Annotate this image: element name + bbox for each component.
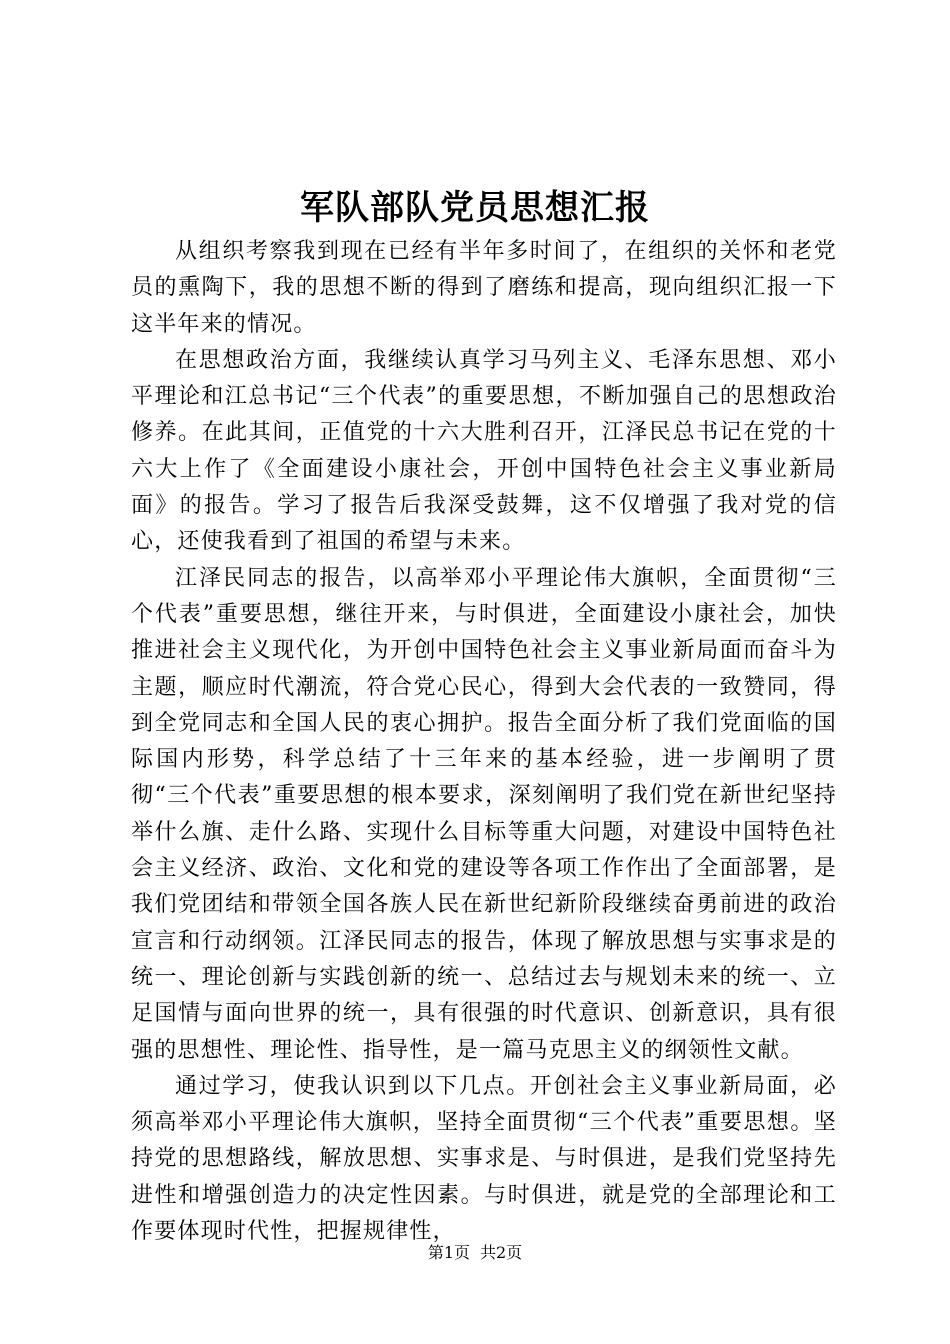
page-number-total: 共2页 — [480, 1243, 523, 1262]
paragraph-4: 通过学习，使我认识到以下几点。开创社会主义事业新局面，必须高举邓小平理论伟大旗帜，坚持全面贯彻“三个代表”重要思想。坚持党的思想路线，解放思想、实事求是、与时俱进，是我们党坚持先进性和增强创造力的决定性因素。与时俱进，就是党的全部理论和工作要体现时代性，把握规律性， — [131, 1073, 837, 1245]
page-footer — [0, 1242, 950, 1264]
paragraph-1: 从组织考察我到现在已经有半年多时间了，在组织的关怀和老党员的熏陶下，我的思想不断的得到了磨练和提高，现向组织汇报一下这半年来的情况。 — [131, 239, 837, 337]
paragraph-2: 在思想政治方面，我继续认真学习马列主义、毛泽东思想、邓小平理论和江总书记“三个代表”的重要思想，不断加强自己的思想政治修养。在此其间，正值党的十六大胜利召开，江泽民总书记在党的十六大上作了《全面建设小康社会，开创中国特色社会主义事业新局面》的报告。学习了报告后我深受鼓舞，这不仅增强了我对党的信心，还使我看到了祖国的希望与未来。 — [131, 347, 837, 555]
paragraph-3: 江泽民同志的报告，以高举邓小平理论伟大旗帜，全面贯彻“三个代表”重要思想，继往开来，与时俱进，全面建设小康社会，加快推进社会主义现代化，为开创中国特色社会主义事业新局面而奋斗为主题，顺应时代潮流，符合党心民心，得到大会代表的一致赞同，得到全党同志和全国人民的衷心拥护。报告全面分析了我们党面临的国际国内形势，科学总结了十三年来的基本经验，进一步阐明了贯彻“三个代表”重要思想的根本要求，深刻阐明了我们党在新世纪坚持举什么旗、走什么路、实现什么目标等重大问题，对建设中国特色社会主义经济、政治、文化和党的建设等各项工作作出了全面部署，是我们党团结和带领全国各族人民在新世纪新阶段继续奋勇前进的政治宣言和行动纲领。江泽民同志的报告，体现了解放思想与实事求是的统一、理论创新与实践创新的统一、总结过去与规划未来的统一、立足国情与面向世界的统一，具有很强的时代意识、创新意识，具有很强的思想性、理论性、指导性，是一篇马克思主义的纲领性文献。 — [131, 565, 837, 1063]
document-body — [131, 234, 837, 1250]
page-number-current: 第1页 — [427, 1243, 470, 1262]
document-title: 军队部队党员思想汇报 — [300, 188, 650, 228]
